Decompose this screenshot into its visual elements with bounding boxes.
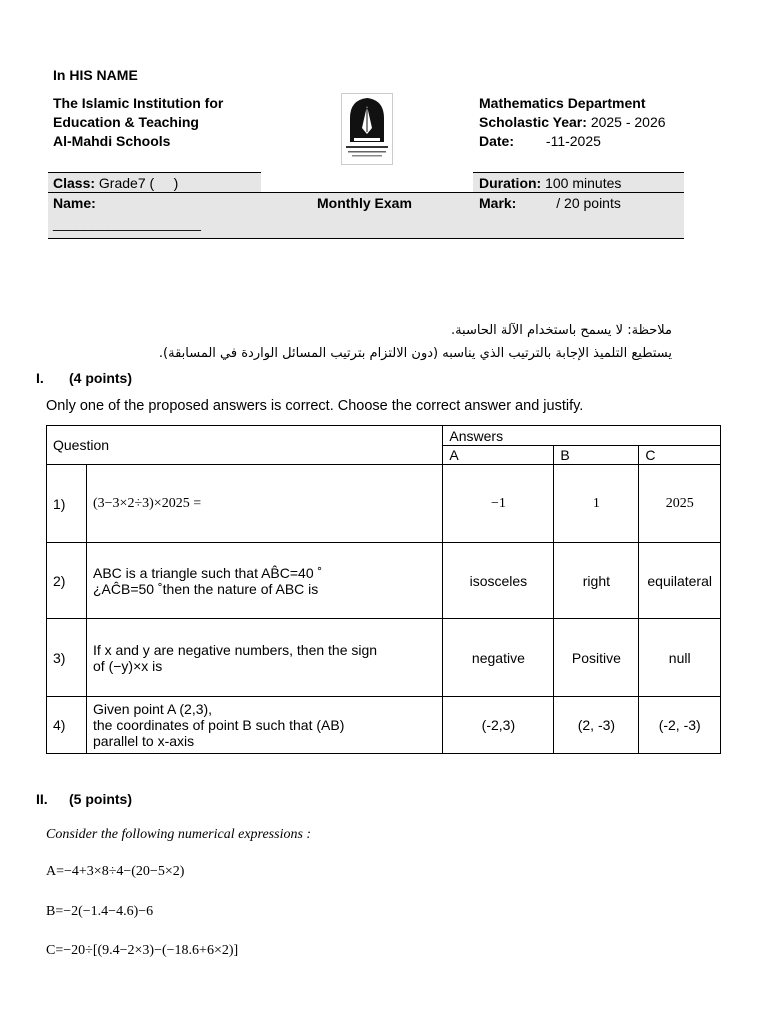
- answer-c[interactable]: (-2, -3): [639, 697, 721, 754]
- duration-value: 100 minutes: [545, 175, 622, 191]
- question-line-1: If x and y are negative numbers, then the sign: [93, 641, 378, 658]
- date-label: Date:: [479, 133, 515, 149]
- duration-top-rule: [473, 172, 684, 173]
- class-field: [53, 174, 178, 193]
- row-number: 1): [47, 465, 87, 543]
- table-row: [47, 619, 721, 697]
- table-row: [47, 465, 721, 543]
- mark-field: [479, 194, 621, 213]
- col-c-header: C: [639, 446, 721, 465]
- quill-emblem-icon: [342, 94, 392, 164]
- table-row: [47, 543, 721, 619]
- answer-b[interactable]: Positive: [554, 619, 639, 697]
- duration-field: [479, 174, 621, 193]
- answer-a[interactable]: isosceles: [443, 543, 554, 619]
- answer-c[interactable]: null: [639, 619, 721, 697]
- question-header: Question: [47, 426, 443, 465]
- class-top-rule: [48, 172, 261, 173]
- section-2-number: II.: [36, 791, 48, 807]
- name-field: [53, 194, 96, 213]
- question-line-3: parallel to x-axis: [93, 733, 195, 749]
- expression-c: C=−20÷[(9.4−2×3)−(−18.6+6×2)]: [46, 943, 239, 958]
- answer-c[interactable]: 2025: [639, 465, 721, 543]
- name-label: Name:: [53, 195, 96, 211]
- expression-b: B=−2(−1.4−4.6)−6: [46, 904, 154, 919]
- exam-title: Monthly Exam: [317, 195, 412, 211]
- row-number: 2): [47, 543, 87, 619]
- department: Mathematics Department: [479, 95, 646, 111]
- section-2-intro: Consider the following numerical expressions :: [46, 827, 312, 842]
- col-b-header: B: [554, 446, 639, 465]
- class-value: Grade7 ( ): [98, 175, 179, 191]
- answer-b[interactable]: right: [554, 543, 639, 619]
- answer-b[interactable]: (2, -3): [554, 697, 639, 754]
- question-line-2: the coordinates of point B such that (AB): [93, 717, 345, 733]
- date-value: -11-2025: [545, 133, 601, 149]
- duration-label: Duration:: [479, 175, 542, 191]
- institution-line-2: Education & Teaching: [53, 114, 199, 130]
- question-line-1: Given point A (2,3),: [93, 701, 213, 717]
- note-calculator: ملاحظة: لا يسمح باستخدام الآلة الحاسبة.: [450, 323, 672, 338]
- answer-c[interactable]: equilateral: [639, 543, 721, 619]
- expression-a: A=−4+3×8÷4−(20−5×2): [46, 864, 185, 879]
- section-1-instruction: Only one of the proposed answers is correct. Choose the correct answer and justify.: [46, 398, 584, 414]
- table-row: [47, 697, 721, 754]
- section-2-points: (5 points): [69, 791, 132, 807]
- question-text: (3−3×2÷3)×2025 =: [87, 465, 443, 543]
- year-value: 2025 - 2026: [590, 114, 666, 130]
- year-label: Scholastic Year:: [479, 114, 587, 130]
- section-1-number: I.: [36, 370, 44, 386]
- col-a-header: A: [443, 446, 554, 465]
- section-1-points: (4 points): [69, 370, 132, 386]
- mcq-table: [46, 425, 721, 754]
- scholastic-year: [479, 113, 666, 132]
- mark-value: / 20 points: [556, 195, 621, 211]
- answer-a[interactable]: −1: [443, 465, 554, 543]
- note-order: يستطيع التلميذ الإجابة بالترتيب الذي يناسبه (دون الالتزام بترتيب المسائل الواردة في المسابقة).: [158, 346, 672, 361]
- institution-line-1: The Islamic Institution for: [53, 95, 224, 111]
- name-line[interactable]: ___________________: [53, 215, 201, 231]
- question-line-2: of (−y)×x is: [93, 657, 163, 674]
- question-text: [87, 697, 443, 754]
- answer-a[interactable]: negative: [443, 619, 554, 697]
- row-number: 4): [47, 697, 87, 754]
- mark-label: Mark:: [479, 195, 517, 211]
- question-text: [87, 543, 443, 619]
- answers-header: Answers: [443, 426, 721, 446]
- question-text: [87, 619, 443, 697]
- answer-b[interactable]: 1: [554, 465, 639, 543]
- question-line-2: ¿AĈB=50 ˚then the nature of ABC is: [93, 580, 319, 597]
- row-number: 3): [47, 619, 87, 697]
- blessing: In HIS NAME: [53, 67, 138, 83]
- class-label: Class:: [53, 175, 96, 191]
- institution-line-3: Al-Mahdi Schools: [53, 133, 171, 149]
- exam-date: [479, 132, 601, 151]
- question-line-1: ABC is a triangle such that AB̂C=40 ˚: [93, 564, 323, 581]
- school-logo: [341, 93, 393, 165]
- answer-a[interactable]: (-2,3): [443, 697, 554, 754]
